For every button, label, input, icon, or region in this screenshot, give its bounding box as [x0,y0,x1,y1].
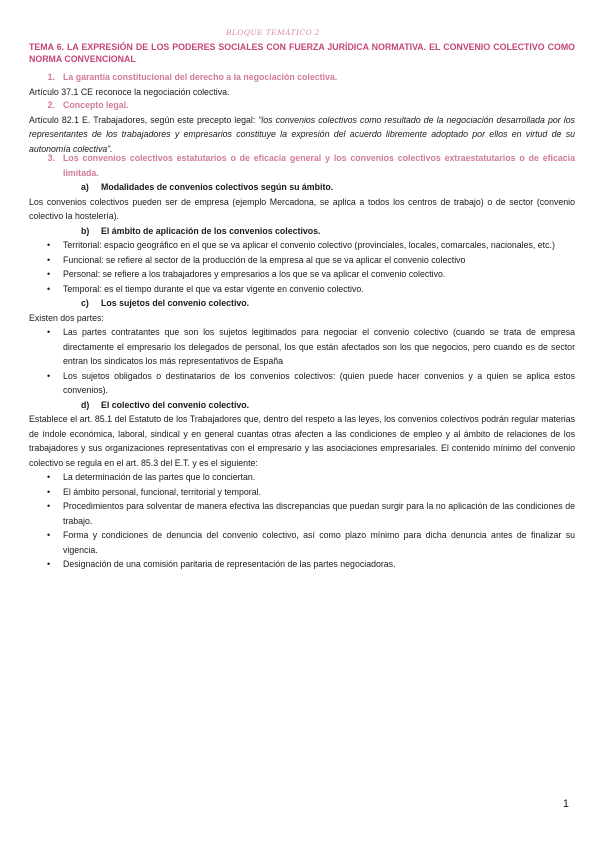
subsection-c-heading [29,296,575,311]
section-2-heading [29,98,575,113]
list-item: • La determinación de las partes que lo conciertan. [29,470,575,485]
section-1-heading [29,70,575,85]
subsection-c-intro: Existen dos partes: [29,312,104,323]
section-1-text: Artículo 37.1 CE reconoce la negociación colectiva. [29,86,230,97]
list-item: • Funcional: se refiere al sector de la producción de la empresa al que se va aplicar el convenio colectivo [29,253,575,268]
section-2-text-lead: Artículo 82.1 E. Trabajadores, según este precepto legal: [29,114,259,125]
subsection-d-letter: d) [81,399,90,410]
list-item: • El ámbito personal, funcional, territorial y temporal. [29,485,575,500]
subsection-d-list [29,470,575,572]
tema-title: TEMA 6. LA EXPRESIÓN DE LOS PODERES SOCIALES CON FUERZA JURÍDICA NORMATIVA. EL CONVENIO COLECTIVO COMO NORMA CONVENCIONAL [29,42,575,64]
section-1 [29,70,575,99]
subsection-c-list [29,325,575,398]
subsection-a-heading [29,180,575,195]
section-2-number: 2. [47,100,55,110]
subsection-b-letter: b) [81,225,90,236]
section-2 [29,98,575,156]
subsection-d-title: El colectivo del convenio colectivo. [101,399,250,410]
subsection-b-heading [29,224,575,239]
subsection-a-letter: a) [81,182,89,192]
section-3-number: 3. [47,153,55,163]
page-number: 1 [562,798,569,810]
subsection-a-title: Modalidades de convenios colectivos según su ámbito. [101,182,334,192]
section-2-quote: “los convenios colectivos como resultado de la negociación desarrollada por los representantes de los trabajadores y empresarios constituye la expresión del acuerdo libremente adoptado por ellos en virtud de su autonomía colectiva”. [29,114,575,154]
list-item: • Temporal: es el tiempo durante el que va estar vigente en convenio colectivo. [29,282,575,297]
list-item: • Las partes contratantes que son los sujetos legitimados para negociar el convenio colectivo (cuando se trata de empresa directamente el empresario los delegados de personal, los que están afectados son los que negocios, pero cuando es de sector entran los sindicatos los más representativos de España [29,325,575,369]
subsection-a-text: Los convenios colectivos pueden ser de empresa (ejemplo Mercadona, se aplica a todos los centros de trabajo) o de sector (convenio colectivo la hostelería). [29,196,575,221]
subsection-b-list [29,238,575,296]
list-item: • Procedimientos para solventar de manera efectiva las discrepancias que puedan surgir para la no aplicación de las condiciones de trabajo. [29,499,575,528]
subsection-c-letter: c) [81,298,89,308]
subsection-d-text: Establece el art. 85.1 del Estatuto de los Trabajadores que, dentro del respeto a las leyes, los convenios colectivos podrán regular materias de índole económica, laboral, sindical y en general cuantas otras afecten a las condiciones de empleo y al ámbito de relaciones de los trabajadores y sus organizaciones representativas con el empresario y las asociaciones empresariales. El contenido mínimo del convenio colectivo se regula en el art. 85.3 del E.T. y es el siguiente: [29,414,575,468]
section-2-title: Concepto legal. [63,100,129,110]
section-3-heading [29,151,575,180]
section-1-number: 1. [47,72,55,82]
section-3 [29,151,575,572]
list-item: • Forma y condiciones de denuncia del convenio colectivo, así como plazo mínimo para dicha denuncia antes de finalizar su vigencia. [29,528,575,557]
list-item: • Designación de una comisión paritaria de representación de las partes negociadoras. [29,557,575,572]
subsection-b-title: El ámbito de aplicación de los convenios colectivos. [101,225,321,236]
subsection-d-heading [29,398,575,413]
section-2-text [29,113,575,157]
section-1-title: La garantía constitucional del derecho a la negociación colectiva. [63,72,338,82]
section-3-title: Los convenios colectivos estatutarios o de eficacia general y los convenios colectivos extraestatutarios o de eficacia limitada. [63,153,575,178]
subsection-c-title: Los sujetos del convenio colectivo. [101,298,250,308]
list-item: • Los sujetos obligados o destinatarios de los convenios colectivos: (quien puede hacer convenios y a quien se aplica estos convenios). [29,369,575,398]
list-item: • Personal: se refiere a los trabajadores y empresarios a los que se va aplicar el convenio colectivo. [29,267,575,282]
bloque-header: BLOQUE TEMÁTICO 2 [226,28,320,37]
list-item: • Territorial: espacio geográfico en el que se va aplicar el convenio colectivo (provinciales, locales, comarcales, nacionales, etc.) [29,238,575,253]
